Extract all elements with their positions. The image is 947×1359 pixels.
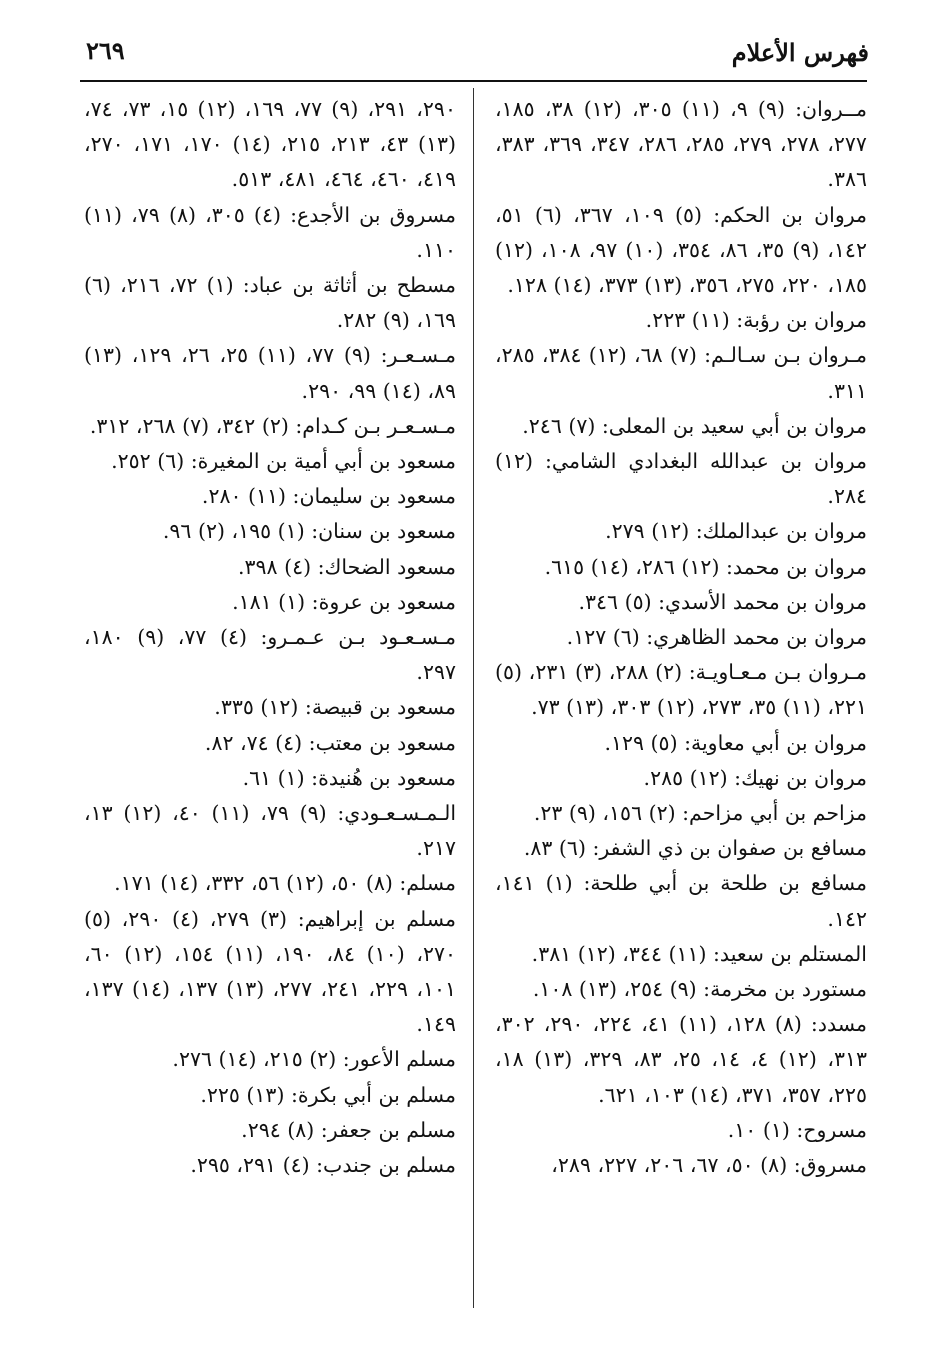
index-entry: مسروق: (٨) ٥٠، ٦٧، ٢٠٦، ٢٢٧، ٢٨٩، — [551, 1153, 867, 1178]
page-number: ٢٦٩ — [86, 36, 125, 65]
index-entry: مسعود بن عروة: (١) ١٨١. — [232, 589, 456, 614]
column-divider — [473, 88, 474, 1308]
index-entry: مسروق بن الأجدع: (٤) ٣٠٥، (٨) ٧٩، (١١) ١١٠. — [84, 202, 457, 262]
right-column — [495, 92, 867, 1183]
index-entry: مسعود بن هُنيدة: (١) ٦١. — [242, 765, 456, 790]
index-entry: مسعود بن سنان: (١) ١٩٥، (٢) ٩٦. — [162, 519, 456, 544]
index-entry: مروان بن عبدالملك: (١٢) ٢٧٩. — [605, 519, 867, 544]
index-entry: مـروان بـن مـعـاويـة: (٢) ٢٨٨، (٣) ٢٣١، (٥) ٢٢١، (١١) ٣٥، ٢٧٣، (١٢) ٣٠٣، (١٣) ٧٣. — [495, 660, 867, 720]
index-entry: مزاحم بن أبي مزاحم: (٢) ١٥٦، (٩) ٢٣. — [533, 801, 867, 826]
index-entry: مروان بن محمد الأسدي: (٥) ٣٤٦. — [578, 589, 867, 614]
index-entry: مـروان بـن سـالـم: (٧) ٦٨، (١٢) ٣٨٤، ٢٨٥، ٣١١. — [495, 343, 868, 403]
index-entry: مسافع بن طلحة بن أبي طلحة: (١) ١٤١، ١٤٢. — [495, 871, 867, 931]
index-entry: مروان بن عبدالله البغدادي الشامي: (١٢) ٢٨٤. — [495, 449, 867, 509]
index-entry: مسلم بن أبي بكرة: (١٣) ٢٢٥. — [200, 1082, 456, 1107]
header-rule — [80, 80, 867, 82]
index-entry: مسعود بن معتب: (٤) ٧٤، ٨٢. — [204, 730, 456, 755]
index-entry: مـسـعـر بـن كـدام: (٢) ٣٤٢، (٧) ٢٦٨، ٣١٢. — [89, 413, 456, 438]
index-entry: مروان بن محمد: (١٢) ٢٨٦، (١٤) ٦١٥. — [544, 554, 867, 579]
index-entry: مروان بن أبي سعيد بن المعلى: (٧) ٢٤٦. — [522, 413, 867, 438]
index-entry: مسلم بن إبراهيم: (٣) ٢٧٩، (٤) ٢٩٠، (٥) ٢٧٠، (١٠) ٨٤، ١٩٠، (١١) ١٥٤، (١٢) ٦٠، ١٠١، ٢٢٩، ٢٤١، ٢٧٧، (١٣) ١٣٧، (١٤) ١٣٧، ١٤٩. — [84, 906, 457, 1037]
index-entry: مــروان: (٩) ٩، (١١) ٣٠٥، (١٢) ٣٨، ١٨٥، ٢٧٧، ٢٧٨، ٢٧٩، ٢٨٥، ٢٨٦، ٣٤٧، ٣٦٩، ٣٨٣، ٣٨٦. — [495, 97, 867, 192]
index-entry: مـسـعـر: (٩) ٧٧، (١١) ٢٥، ٢٦، ١٢٩، (١٣) ٨٩، (١٤) ٩٩، ٢٩٠. — [84, 343, 456, 403]
index-entry: ٢٩٠، ٢٩١، (٩) ٧٧، ١٦٩، (١٢) ١٥، ٧٣، ٧٤، (١٣) ٤٣، ٢١٣، ٢١٥، (١٤) ١٧٠، ١٧١، ٢٧٠، ٤١٩، ٤٦٠، ٤٦٤، ٤٨١، ٥١٣. — [84, 97, 457, 192]
index-entry: مسعود بن قبيصة: (١٢) ٣٣٥. — [214, 695, 456, 720]
index-entry: مسلم بن جندب: (٤) ٢٩١، ٢٩٥. — [190, 1153, 456, 1178]
index-entry: مسعود الضحاك: (٤) ٣٩٨. — [237, 554, 456, 579]
index-entry: مسطح بن أثاثة بن عباد: (١) ٧٢، ٢١٦، (٦) ١٦٩، (٩) ٢٨٢. — [84, 273, 457, 333]
index-entry: مروان بن أبي معاوية: (٥) ١٢٩. — [604, 730, 867, 755]
index-entry: مـسـعـود بـن عـمـرو: (٤) ٧٧، (٩) ١٨٠، ٢٩٧. — [84, 625, 457, 685]
index-entry: مسلم الأعور: (٢) ٢١٥، (١٤) ٢٧٦. — [172, 1047, 456, 1072]
left-column — [84, 92, 456, 1183]
index-entry: مسلم: (٨) ٥٠، (١٢) ٥٦، ٣٣٢، (١٤) ١٧١. — [114, 871, 456, 896]
index-entry: مروان بن الحكم: (٥) ١٠٩، ٣٦٧، (٦) ٥١، ١٤٢، (٩) ٣٥، ٨٦، ٣٥٤، (١٠) ٩٧، ١٠٨، (١٢) ١٨٥، ٢٢٠، ٢٧٥، ٣٥٦، (١٣) ٣٧٣، (١٤) ١٢٨. — [495, 202, 868, 298]
index-entry: مسعود بن سليمان: (١١) ٢٨٠. — [201, 484, 456, 509]
index-entry: الـمـسـعـودي: (٩) ٧٩، (١١) ٤٠، (١٢) ١٣، ٢١٧. — [84, 801, 457, 861]
index-entry: مسلم بن جعفر: (٨) ٢٩٤. — [241, 1117, 456, 1142]
index-entry: مسعود بن أبي أمية بن المغيرة: (٦) ٢٥٢. — [111, 449, 456, 474]
page-header — [78, 30, 869, 74]
index-entry: مروان بن محمد الظاهري: (٦) ١٢٧. — [566, 625, 867, 650]
index-entry: مسافع بن صفوان بن ذي الشفر: (٦) ٨٣. — [523, 836, 867, 861]
index-entry: مستورد بن مخرمة: (٩) ٢٥٤، (١٣) ١٠٨. — [532, 977, 867, 1002]
index-entry: مسروح: (١) ١٠. — [727, 1117, 867, 1142]
index-entry: مسدد: (٨) ١٢٨، (١١) ٤١، ٢٢٤، ٢٩٠، ٣٠٢، ٣١٣، (١٢) ٤، ١٤، ٢٥، ٨٣، ٣٢٩، (١٣) ١٨، ٢٢٥، ٣٥٧، ٣٧١، (١٤) ١٠٣، ٦٢١. — [495, 1012, 868, 1107]
index-entry: المستلم بن سعيد: (١١) ٣٤٤، (١٢) ٣٨١. — [531, 941, 867, 966]
index-entry: مروان بن نهيك: (١٢) ٢٨٥. — [643, 765, 867, 790]
running-title: فهرس الأعلام — [731, 38, 869, 67]
index-entry: مروان بن رؤبة: (١١) ٢٢٣. — [645, 308, 867, 333]
